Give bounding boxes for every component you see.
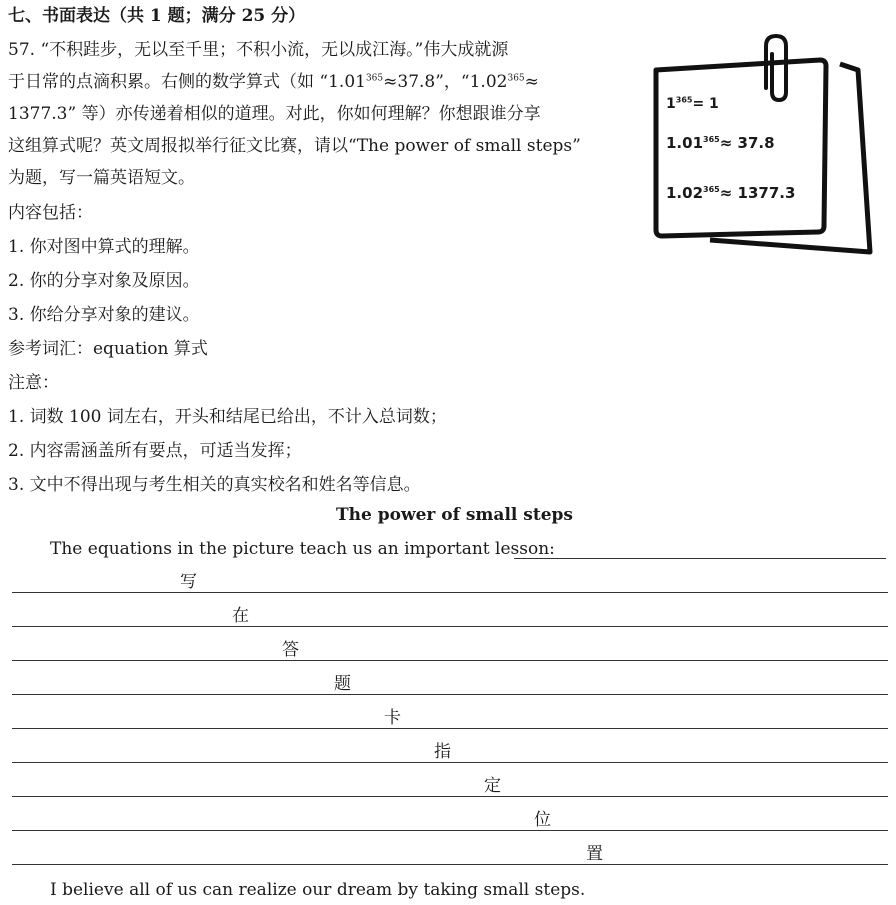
question-line-2-a: 于日常的点滴积累。右侧的数学算式（如 “1.01: [8, 72, 366, 92]
essay-opening: The equations in the picture teach us an important lesson:: [50, 539, 555, 559]
content-item-3: 3. 你给分享对象的建议。: [8, 305, 200, 325]
writing-line[interactable]: [12, 762, 888, 763]
question-line-2: [8, 72, 539, 92]
content-item-2: 2. 你的分享对象及原因。: [8, 271, 200, 291]
equation-1: $1^{365}= 1$: [666, 95, 719, 112]
answer-line-opening[interactable]: [514, 558, 886, 559]
question-line-2-c: ≈: [524, 72, 539, 92]
writing-line[interactable]: [12, 864, 888, 865]
writing-line[interactable]: [12, 796, 888, 797]
instruction-char: 答: [282, 640, 299, 660]
instruction-char: 卡: [384, 708, 401, 728]
essay-closing: I believe all of us can realize our dream by taking small steps.: [50, 880, 586, 900]
equation-note-illustration: [640, 30, 890, 270]
writing-line[interactable]: [12, 830, 888, 831]
instruction-char: 题: [334, 674, 351, 694]
writing-line[interactable]: [12, 626, 888, 627]
question-line-2-b: ≈37.8”，“1.02: [383, 72, 508, 92]
writing-line[interactable]: [12, 694, 888, 695]
vocab-hint: 参考词汇：equation 算式: [8, 339, 208, 359]
note-item-3: 3. 文中不得出现与考生相关的真实校名和姓名等信息。: [8, 475, 421, 495]
equation-2: $1.01^{365}\approx 37.8$: [666, 134, 775, 152]
instruction-char: 置: [586, 844, 603, 864]
instruction-char: 在: [232, 606, 249, 626]
instruction-char: 位: [534, 810, 551, 830]
instruction-char: 写: [180, 572, 197, 592]
note-item-2: 2. 内容需涵盖所有要点，可适当发挥；: [8, 441, 302, 461]
writing-line[interactable]: [12, 728, 888, 729]
section-heading: 七、书面表达（共 1 题；满分 25 分）: [8, 6, 306, 26]
question-line-4: 这组算式呢？英文周报拟举行征文比赛，请以“The power of small steps”: [8, 136, 581, 156]
question-line-5: 为题，写一篇英语短文。: [8, 168, 195, 188]
question-line-1: 57. “不积跬步，无以至千里；不积小流，无以成江海。”伟大成就源: [8, 40, 509, 60]
writing-line[interactable]: [12, 592, 888, 593]
instruction-char: 指: [434, 742, 451, 762]
question-line-3: 1377.3” 等）亦传递着相似的道理。对此，你如何理解？你想跟谁分享: [8, 104, 541, 124]
content-label: 内容包括：: [8, 203, 93, 223]
instruction-char: 定: [484, 776, 501, 796]
exponent: 365: [365, 73, 384, 84]
content-item-1: 1. 你对图中算式的理解。: [8, 237, 200, 257]
equation-3: $1.02^{365}\approx 1377.3$: [666, 184, 796, 202]
essay-title: The power of small steps: [336, 505, 573, 525]
note-item-1: 1. 词数 100 词左右，开头和结尾已给出，不计入总词数；: [8, 407, 447, 427]
writing-line[interactable]: [12, 660, 888, 661]
exponent: 365: [507, 73, 525, 84]
notes-label: 注意：: [8, 373, 59, 393]
